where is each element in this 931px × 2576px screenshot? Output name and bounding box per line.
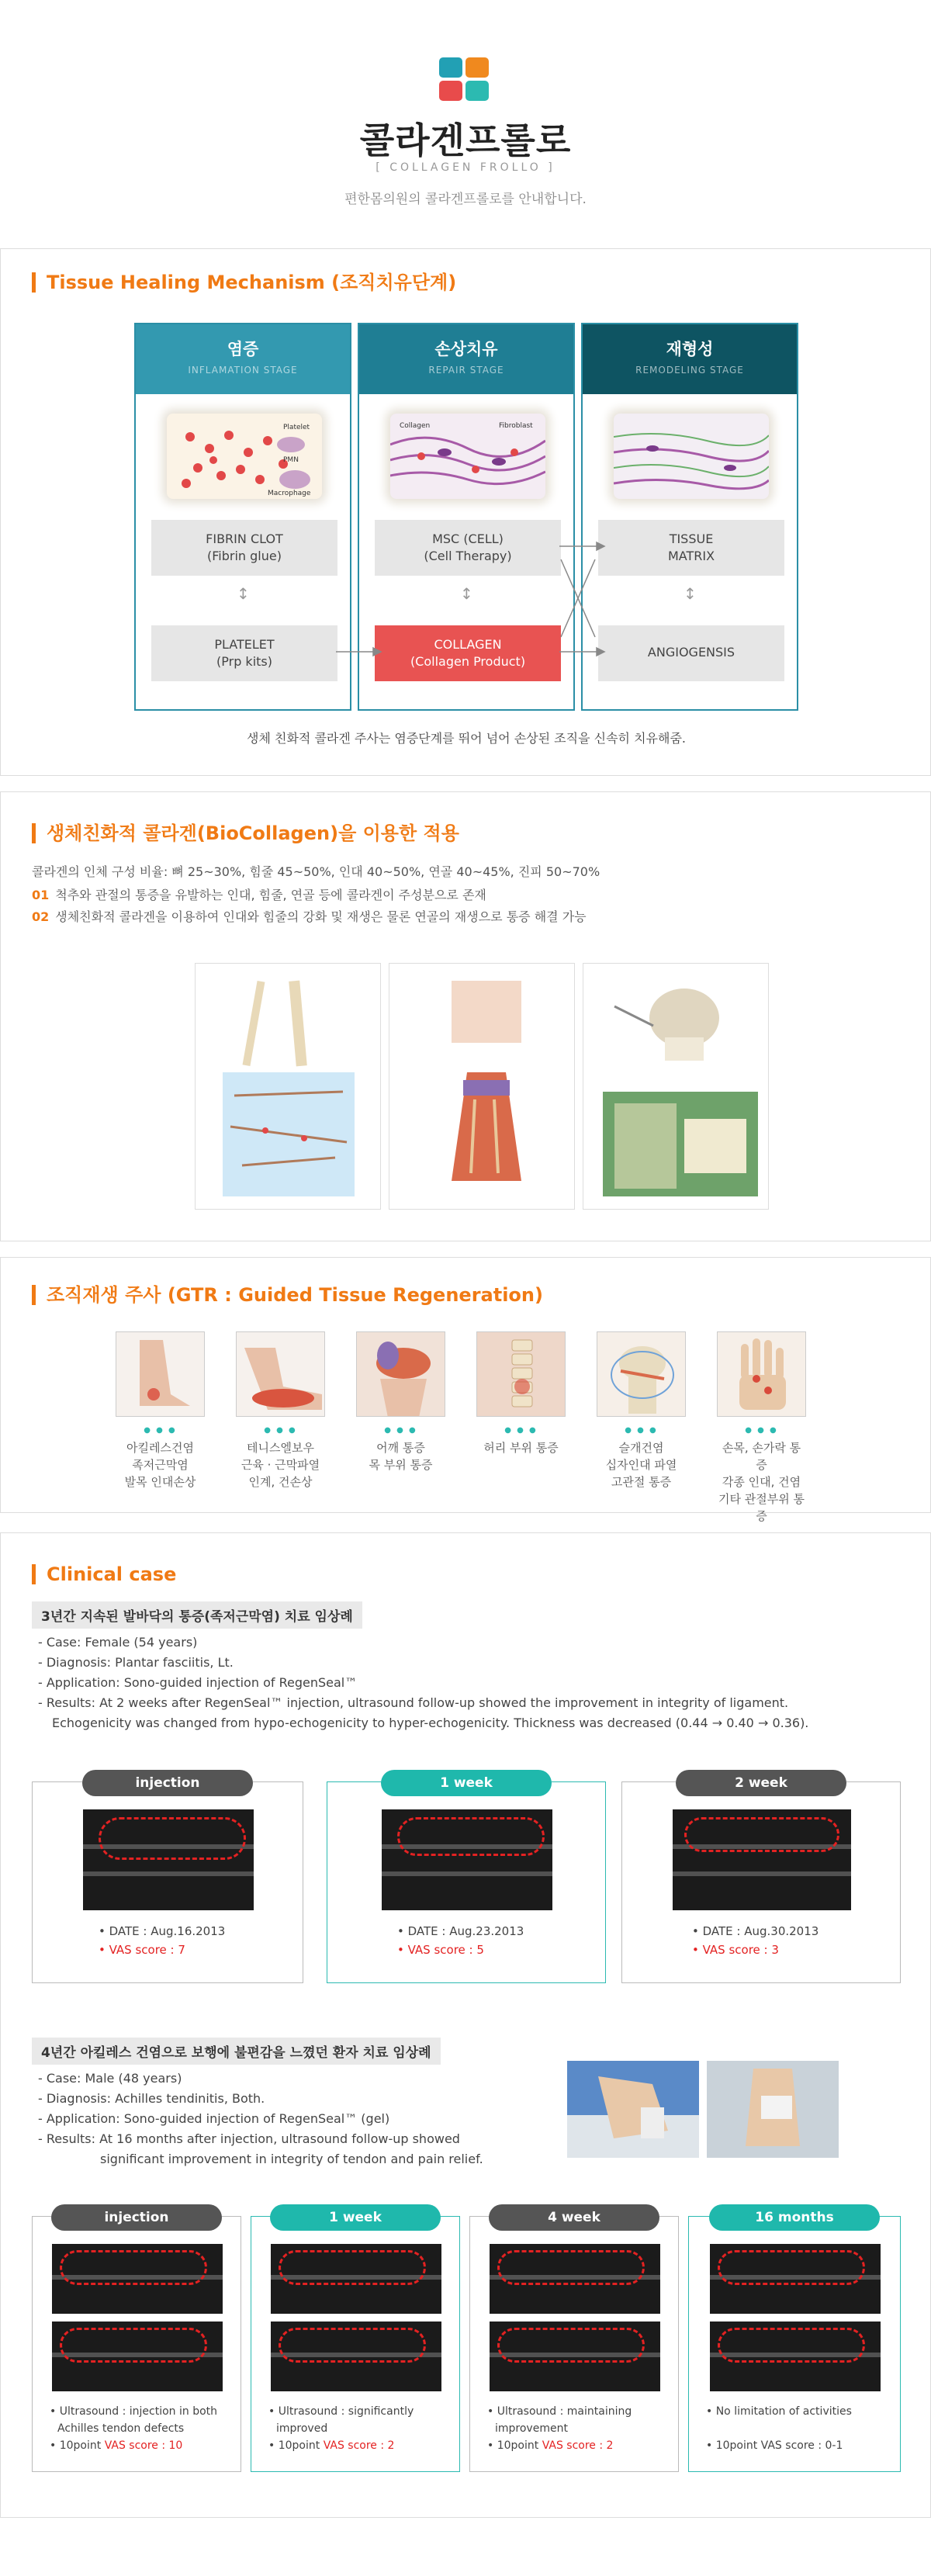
gtr-item-knee [597, 1331, 686, 1491]
panel-date: • DATE : Aug.16.2013 [99, 1924, 226, 1938]
bio-item-1 [32, 885, 486, 903]
vas-prefix: • 10point [268, 2439, 324, 2452]
page-title: 콜라겐프롤로 [359, 119, 572, 161]
gtr-label: 발목 인대손상 [124, 1475, 196, 1489]
gtr-label: 근육 · 근막파열 [241, 1458, 320, 1472]
panel-info [487, 2403, 632, 2454]
case2-line-2: - Diagnosis: Achilles tendinitis, Both. [38, 2091, 265, 2106]
case-line-text: Case: Male (48 years) [46, 2071, 182, 2086]
panel-label-pill: 16 months [709, 2204, 880, 2231]
gtr-item-achilles [116, 1331, 205, 1491]
case1-line-3: - Application: Sono-guided injection of RegenSeal™ [38, 1675, 358, 1690]
case2-line-4: - Results: At 16 months after injection, ultrasound follow-up showed [38, 2131, 460, 2146]
knee-image-card [583, 963, 769, 1210]
panel-vas-line [50, 2437, 217, 2454]
img-label-fibroblast: Fibroblast [499, 422, 533, 430]
achilles-image [116, 1331, 205, 1417]
clinical-section [0, 1532, 931, 2518]
dots-icon: ● ● ● [504, 1426, 538, 1435]
vas-prefix: • 10point [50, 2439, 105, 2452]
platelet-label: PLATELET [214, 637, 275, 652]
panel-info [268, 2403, 414, 2454]
gtr-label: 족저근막염 [132, 1458, 189, 1472]
updown-arrow-icon: ↕ [237, 584, 250, 603]
mechanism-title: Tissue Healing Mechanism (조직치유단계) [32, 272, 456, 293]
case-line-text: Results: At 2 weeks after RegenSeal™ injection, ultrasound follow-up showed the improvement in integrity of ligament. [46, 1695, 789, 1710]
ultrasound-image-top [271, 2244, 441, 2314]
gtr-item-shoulder [356, 1331, 445, 1473]
gtr-label: 십자인대 파열 [605, 1458, 677, 1472]
img-label-collagen: Collagen [400, 422, 431, 430]
case-line-text: Diagnosis: Achilles tendinitis, Both. [46, 2091, 265, 2106]
matrix-label: MATRIX [667, 549, 715, 563]
case2-panel-16months [688, 2210, 901, 2472]
tendon-image-card [389, 963, 575, 1210]
stage-en-label: REMODELING STAGE [635, 365, 744, 376]
vas-prefix: • 10point [487, 2439, 542, 2452]
mechanism-section [0, 248, 931, 776]
panel-vas: • VAS score : 3 [692, 1943, 779, 1957]
panel-date: • DATE : Aug.23.2013 [397, 1924, 524, 1938]
biocollagen-title: 생체친화적 콜라겐(BioCollagen)을 이용한 적용 [32, 823, 459, 843]
gtr-label: 각종 인대, 건염 [722, 1475, 801, 1489]
case1-panel-2week [621, 1775, 901, 1983]
panel-info [99, 1922, 225, 1959]
panel-label-pill: 4 week [489, 2204, 659, 2231]
panel-note: • No limitation of activities [706, 2405, 852, 2418]
panel-label-pill: injection [82, 1770, 253, 1796]
patient-photo-2 [707, 2061, 839, 2158]
page-tagline: 편한몸의원의 콜라겐프롤로를 안내합니다. [344, 192, 587, 207]
case-line-text: Application: Sono-guided injection of RegenSeal™ [46, 1675, 358, 1690]
tissue-label: TISSUE [669, 531, 714, 546]
case-line-text: Diagnosis: Plantar fasciitis, Lt. [46, 1655, 234, 1670]
dots-icon: ● ● ● [264, 1426, 297, 1435]
item-number: 02 [32, 909, 50, 924]
panel-vas: VAS score : 10 [104, 2439, 183, 2452]
panel-label-pill: 2 week [676, 1770, 846, 1796]
panel-vas: • 10point VAS score : 0-1 [706, 2439, 843, 2452]
case2-panel-1week [251, 2210, 460, 2472]
dots-icon: ● ● ● [384, 1426, 417, 1435]
panel-info [50, 2403, 217, 2454]
panel-vas-line [487, 2437, 632, 2454]
stage-label: 손상치유 [434, 340, 498, 358]
item-text: 척추와 관절의 통증을 유발하는 인대, 힘줄, 연골 등에 콜라겐이 주성분으로 존재 [55, 888, 486, 902]
logo-icon [439, 57, 493, 104]
case2-line-1: - Case: Male (48 years) [38, 2071, 182, 2086]
stage-en-label: INFLAMATION STAGE [188, 365, 298, 376]
clinical-title: Clinical case [32, 1564, 176, 1584]
prp-kits-label: (Prp kits) [216, 654, 272, 669]
msc-label: MSC (CELL) [432, 531, 504, 546]
case1-line-1: - Case: Female (54 years) [38, 1635, 198, 1650]
img-label-macrophage: Macrophage [268, 490, 311, 497]
ultrasound-image-top [52, 2244, 223, 2314]
updown-arrow-icon: ↕ [460, 584, 473, 603]
ultrasound-image [83, 1809, 254, 1910]
gtr-label: 기타 관절부위 통증 [718, 1492, 805, 1523]
case2-panel-4week [469, 2210, 679, 2472]
panel-label-pill: 1 week [270, 2204, 441, 2231]
dots-icon: ● ● ● [625, 1426, 658, 1435]
biocollagen-section [0, 791, 931, 1241]
gtr-label: 인계, 건손상 [248, 1475, 313, 1489]
ultrasound-image [382, 1809, 552, 1910]
gtr-label: 고관절 통증 [611, 1475, 672, 1489]
case1-heading: 3년간 지속된 발바닥의 통증(족저근막염) 치료 임상례 [32, 1601, 362, 1629]
gtr-label: 슬개건염 [618, 1441, 664, 1455]
patient-photo-1 [567, 2061, 699, 2158]
gtr-label: 허리 부위 통증 [483, 1441, 559, 1455]
case1-panel-injection [32, 1775, 303, 1983]
collagen-product-label: (Collagen Product) [410, 654, 526, 669]
gtr-item-back [476, 1331, 566, 1456]
ultrasound-image [673, 1809, 851, 1910]
panel-note: Achilles tendon defects [57, 2422, 185, 2435]
ultrasound-image-top [710, 2244, 881, 2314]
panel-label-pill: injection [51, 2204, 222, 2231]
gtr-label: 어깨 통증 [376, 1441, 425, 1455]
page-subtitle: [ COLLAGEN FROLLO ] [376, 161, 555, 174]
panel-vas-line [268, 2437, 414, 2454]
panel-note: improved [276, 2422, 328, 2435]
panel-note: • Ultrasound : injection in both [50, 2405, 218, 2418]
stage-connector-arrows [1, 249, 931, 777]
fibrin-clot-label: FIBRIN CLOT [206, 531, 283, 546]
img-label-pmn: PMN [283, 456, 299, 464]
stage-label: 염증 [227, 340, 259, 358]
panel-note: • Ultrasound : significantly [268, 2405, 414, 2418]
panel-note: improvement [495, 2422, 568, 2435]
gtr-label: 아킬레스건염 [126, 1441, 194, 1455]
ultrasound-image-bottom [271, 2322, 441, 2391]
gtr-item-hand [717, 1331, 806, 1525]
gtr-title: 조직재생 주사 (GTR : Guided Tissue Regeneration) [32, 1285, 543, 1305]
elbow-image [236, 1331, 325, 1417]
case2-panel-injection [32, 2210, 241, 2472]
bone-image-card [195, 963, 381, 1210]
case1-panel-1week [327, 1775, 606, 1983]
collagen-label: COLLAGEN [434, 637, 502, 652]
ultrasound-image-bottom [52, 2322, 223, 2391]
mechanism-caption: 생체 친화적 콜라겐 주사는 염증단계를 뛰어 넘어 손상된 조직을 신속히 치유해줌. [247, 731, 686, 746]
collagen-ratio-text: 콜라겐의 인체 구성 비율: 뼈 25~30%, 힘줄 45~50%, 인대 40~50%, 연골 40~45%, 진피 50~70% [32, 864, 600, 879]
angiogenesis-label: ANGIOGENSIS [647, 645, 735, 660]
item-number: 01 [32, 888, 50, 902]
gtr-item-elbow [236, 1331, 325, 1491]
dots-icon: ● ● ● [144, 1426, 177, 1435]
panel-label-pill: 1 week [381, 1770, 552, 1796]
header [0, 0, 931, 233]
ultrasound-image-bottom [490, 2322, 660, 2391]
stage-label: 재형성 [666, 340, 714, 358]
ultrasound-image-bottom [710, 2322, 881, 2391]
case2-line-3: - Application: Sono-guided injection of RegenSeal™ (gel) [38, 2111, 390, 2126]
case2-heading: 4년간 아킬레스 건염으로 보행에 불편감을 느꼈던 환자 치료 임상례 [32, 2038, 441, 2065]
case1-line-4: - Results: At 2 weeks after RegenSeal™ injection, ultrasound follow-up showed the improvement in integrity of ligament. [38, 1695, 789, 1710]
case-line-text: Application: Sono-guided injection of RegenSeal™ (gel) [46, 2111, 390, 2126]
case2-line-5: significant improvement in integrity of tendon and pain relief. [100, 2152, 483, 2166]
case-line-text: Results: At 16 months after injection, ultrasound follow-up showed [46, 2131, 460, 2146]
case1-line-5: Echogenicity was changed from hypo-echogenicity to hyper-echogenicity. Thickness was decreased (0.44 → 0.40 → 0.36). [52, 1716, 809, 1730]
bio-item-2 [32, 907, 587, 925]
panel-info [706, 2403, 852, 2454]
panel-vas: VAS score : 2 [542, 2439, 614, 2452]
panel-info [692, 1922, 819, 1959]
knee-image [597, 1331, 686, 1417]
updown-arrow-icon: ↕ [684, 584, 697, 603]
panel-note: • Ultrasound : maintaining [487, 2405, 632, 2418]
fibrin-glue-label: (Fibrin glue) [207, 549, 282, 563]
item-text: 생체친화적 콜라겐을 이용하여 인대와 힘줄의 강화 및 재생은 물론 연골의 재생으로 통증 해결 가능 [55, 909, 587, 924]
stage-en-label: REPAIR STAGE [428, 365, 504, 376]
gtr-label: 목 부위 통증 [369, 1458, 433, 1472]
dots-icon: ● ● ● [745, 1426, 778, 1435]
shoulder-image [356, 1331, 445, 1417]
gtr-section [0, 1257, 931, 1523]
panel-vas: VAS score : 2 [323, 2439, 395, 2452]
img-label-platelet: Platelet [283, 424, 310, 431]
hand-image [717, 1331, 806, 1417]
panel-info [397, 1922, 524, 1959]
panel-date: • DATE : Aug.30.2013 [692, 1924, 819, 1938]
panel-vas: • VAS score : 7 [99, 1943, 185, 1957]
spine-image [476, 1331, 566, 1417]
case1-line-2: - Diagnosis: Plantar fasciitis, Lt. [38, 1655, 234, 1670]
panel-vas: • VAS score : 5 [397, 1943, 484, 1957]
cell-therapy-label: (Cell Therapy) [424, 549, 512, 563]
gtr-label: 테니스엘보우 [247, 1441, 314, 1455]
gtr-label: 손목, 손가락 통증 [722, 1441, 801, 1472]
ultrasound-image-top [490, 2244, 660, 2314]
case-line-text: Case: Female (54 years) [46, 1635, 198, 1650]
